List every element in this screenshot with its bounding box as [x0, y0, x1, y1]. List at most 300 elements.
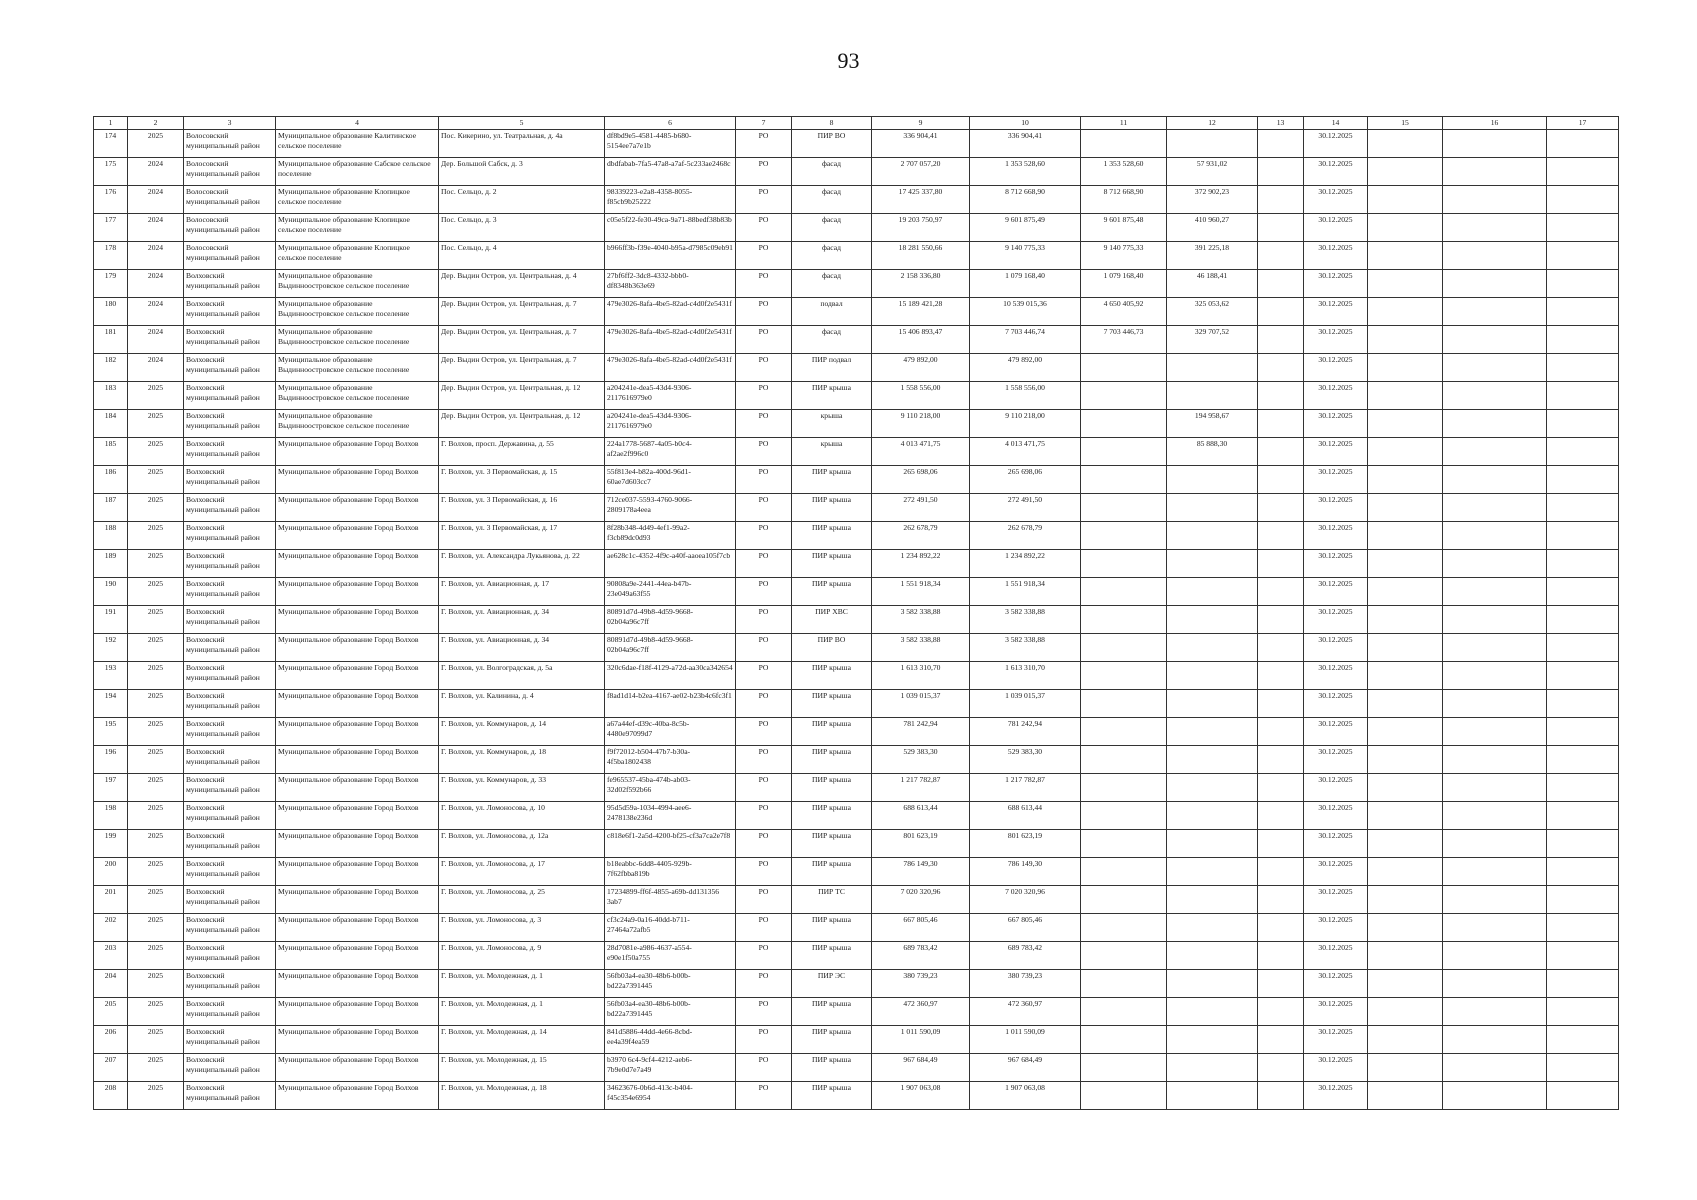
cell-year: 2025	[128, 942, 184, 970]
cell-cost-part-2	[1081, 410, 1167, 438]
cell-cost-part-1: 7 703 446,74	[970, 326, 1081, 354]
column-header: 17	[1547, 117, 1619, 130]
cell-cost-part-3: 391 225,18	[1167, 242, 1258, 270]
cell-year: 2025	[128, 466, 184, 494]
cell-cost-part-3	[1167, 858, 1258, 886]
cell-operator: РО	[736, 410, 792, 438]
table-row	[94, 830, 1619, 858]
cell-deadline-date: 30.12.2025	[1304, 774, 1368, 802]
cell-operator: РО	[736, 578, 792, 606]
cell-year: 2025	[128, 774, 184, 802]
cell-column-15	[1368, 1082, 1443, 1110]
table-row	[94, 802, 1619, 830]
cell-house-guid: 95d5d59a-1034-4994-aee6-2478138e236d	[605, 802, 736, 830]
column-header: 15	[1368, 117, 1443, 130]
cell-cost-part-1: 688 613,44	[970, 802, 1081, 830]
table-row	[94, 774, 1619, 802]
cell-cost-part-3	[1167, 1082, 1258, 1110]
cell-cost-part-2: 1 079 168,40	[1081, 270, 1167, 298]
cell-operator: РО	[736, 242, 792, 270]
cell-deadline-date: 30.12.2025	[1304, 914, 1368, 942]
cell-address: Г. Волхов, ул. Ломоносова, д. 3	[439, 914, 605, 942]
cell-cost-part-2	[1081, 606, 1167, 634]
cell-total-cost: 2 158 336,80	[872, 270, 970, 298]
table-row	[94, 354, 1619, 382]
cell-row-number: 192	[94, 634, 128, 662]
cell-cost-part-3: 410 960,27	[1167, 214, 1258, 242]
cell-work-type: фасад	[792, 326, 872, 354]
cell-year: 2025	[128, 718, 184, 746]
cell-work-type: ПИР крыша	[792, 998, 872, 1026]
cell-row-number: 202	[94, 914, 128, 942]
cell-house-guid: 80891d7d-49b8-4d59-9668-02b04a96c7ff	[605, 606, 736, 634]
cell-cost-part-2	[1081, 914, 1167, 942]
cell-house-guid: 27bf6ff2-3dc8-4332-bbb0-df8348b363e69	[605, 270, 736, 298]
cell-cost-part-3	[1167, 494, 1258, 522]
cell-cost-part-2: 4 650 405,92	[1081, 298, 1167, 326]
cell-row-number: 176	[94, 186, 128, 214]
cell-operator: РО	[736, 326, 792, 354]
cell-address: Г. Волхов, ул. 3 Первомайская, д. 16	[439, 494, 605, 522]
cell-column-15	[1368, 214, 1443, 242]
cell-cost-part-1: 1 613 310,70	[970, 662, 1081, 690]
cell-house-guid: f9f72012-b504-47b7-b30a-4f5ba1802438	[605, 746, 736, 774]
cell-cost-part-2	[1081, 1026, 1167, 1054]
cell-row-number: 189	[94, 550, 128, 578]
cell-municipality: Муниципальное образование Город Волхов	[276, 522, 439, 550]
cell-column-16	[1443, 1054, 1547, 1082]
cell-year: 2024	[128, 298, 184, 326]
cell-column-17	[1547, 606, 1619, 634]
table-row	[94, 242, 1619, 270]
cell-total-cost: 380 739,23	[872, 970, 970, 998]
table-row	[94, 214, 1619, 242]
cell-row-number: 197	[94, 774, 128, 802]
cell-row-number: 183	[94, 382, 128, 410]
column-header: 7	[736, 117, 792, 130]
cell-municipality: Муниципальное образование Город Волхов	[276, 718, 439, 746]
cell-cost-part-3	[1167, 718, 1258, 746]
cell-municipality: Муниципальное образование Город Волхов	[276, 466, 439, 494]
cell-address: Дер. Большой Сабск, д. 3	[439, 158, 605, 186]
cell-work-type: ПИР крыша	[792, 466, 872, 494]
cell-operator: РО	[736, 494, 792, 522]
cell-year: 2025	[128, 998, 184, 1026]
cell-house-guid: 55f813e4-b82a-400d-96d1-60ae7d603cc7	[605, 466, 736, 494]
cell-total-cost: 15 406 893,47	[872, 326, 970, 354]
cell-municipality: Муниципальное образование Город Волхов	[276, 662, 439, 690]
cell-row-number: 193	[94, 662, 128, 690]
cell-column-16	[1443, 382, 1547, 410]
cell-row-number: 207	[94, 1054, 128, 1082]
cell-work-type: ПИР крыша	[792, 494, 872, 522]
cell-column-16	[1443, 942, 1547, 970]
cell-municipality: Муниципальное образование Город Волхов	[276, 970, 439, 998]
cell-cost-part-2	[1081, 1054, 1167, 1082]
cell-year: 2025	[128, 494, 184, 522]
cell-address: Г. Волхов, ул. Ломоносова, д. 9	[439, 942, 605, 970]
cell-column-16	[1443, 662, 1547, 690]
cell-deadline-date: 30.12.2025	[1304, 1082, 1368, 1110]
cell-column-16	[1443, 830, 1547, 858]
cell-column-17	[1547, 242, 1619, 270]
cell-municipality: Муниципальное образование Город Волхов	[276, 914, 439, 942]
cell-column-13	[1258, 270, 1304, 298]
cell-column-15	[1368, 1026, 1443, 1054]
table-row	[94, 270, 1619, 298]
cell-year: 2024	[128, 326, 184, 354]
cell-cost-part-2	[1081, 522, 1167, 550]
cell-row-number: 199	[94, 830, 128, 858]
cell-district: Волховский муниципальный район	[184, 830, 276, 858]
cell-municipality: Муниципальное образование Калитинское сельское поселение	[276, 130, 439, 158]
cell-municipality: Муниципальное образование Город Волхов	[276, 886, 439, 914]
cell-column-17	[1547, 494, 1619, 522]
cell-cost-part-1: 262 678,79	[970, 522, 1081, 550]
cell-year: 2025	[128, 830, 184, 858]
cell-cost-part-1: 272 491,50	[970, 494, 1081, 522]
cell-cost-part-3	[1167, 914, 1258, 942]
cell-column-13	[1258, 830, 1304, 858]
cell-column-13	[1258, 382, 1304, 410]
cell-cost-part-3	[1167, 998, 1258, 1026]
cell-year: 2025	[128, 550, 184, 578]
column-header: 12	[1167, 117, 1258, 130]
cell-column-16	[1443, 158, 1547, 186]
cell-column-15	[1368, 942, 1443, 970]
table-row	[94, 466, 1619, 494]
cell-district: Волховский муниципальный район	[184, 410, 276, 438]
cell-row-number: 186	[94, 466, 128, 494]
cell-deadline-date: 30.12.2025	[1304, 746, 1368, 774]
cell-cost-part-1: 336 904,41	[970, 130, 1081, 158]
cell-row-number: 201	[94, 886, 128, 914]
cell-operator: РО	[736, 438, 792, 466]
cell-cost-part-3	[1167, 522, 1258, 550]
cell-column-15	[1368, 914, 1443, 942]
cell-total-cost: 15 189 421,28	[872, 298, 970, 326]
cell-year: 2025	[128, 858, 184, 886]
cell-column-15	[1368, 858, 1443, 886]
cell-cost-part-3	[1167, 662, 1258, 690]
cell-house-guid: dbdfabab-7fa5-47a8-a7af-5c233ae2468c	[605, 158, 736, 186]
cell-work-type: ПИР крыша	[792, 550, 872, 578]
cell-work-type: ПИР крыша	[792, 1082, 872, 1110]
table-row	[94, 578, 1619, 606]
cell-district: Волховский муниципальный район	[184, 662, 276, 690]
cell-total-cost: 689 783,42	[872, 942, 970, 970]
table-row	[94, 298, 1619, 326]
cell-municipality: Муниципальное образование Клопицкое сельское поселение	[276, 242, 439, 270]
cell-house-guid: 712ce037-5593-4760-9066-2809178a4eea	[605, 494, 736, 522]
cell-column-17	[1547, 1082, 1619, 1110]
cell-operator: РО	[736, 158, 792, 186]
cell-district: Волховский муниципальный район	[184, 578, 276, 606]
cell-work-type: ПИР крыша	[792, 1054, 872, 1082]
cell-deadline-date: 30.12.2025	[1304, 858, 1368, 886]
cell-municipality: Муниципальное образование Выдинноостровское сельское поселение	[276, 382, 439, 410]
cell-row-number: 208	[94, 1082, 128, 1110]
cell-district: Волховский муниципальный район	[184, 858, 276, 886]
cell-cost-part-2	[1081, 662, 1167, 690]
cell-district: Волховский муниципальный район	[184, 1026, 276, 1054]
cell-cost-part-1: 1 217 782,87	[970, 774, 1081, 802]
cell-operator: РО	[736, 858, 792, 886]
cell-house-guid: 320c6dae-f18f-4129-a72d-aa30ca342654	[605, 662, 736, 690]
cell-deadline-date: 30.12.2025	[1304, 522, 1368, 550]
cell-cost-part-2	[1081, 1082, 1167, 1110]
cell-deadline-date: 30.12.2025	[1304, 634, 1368, 662]
cell-operator: РО	[736, 1082, 792, 1110]
column-header: 1	[94, 117, 128, 130]
cell-operator: РО	[736, 690, 792, 718]
cell-address: Г. Волхов, ул. Авиационная, д. 34	[439, 634, 605, 662]
cell-work-type: крыша	[792, 438, 872, 466]
cell-column-15	[1368, 970, 1443, 998]
cell-total-cost: 667 805,46	[872, 914, 970, 942]
cell-house-guid: 90808a9e-2441-44ea-b47b-23e049a63f55	[605, 578, 736, 606]
cell-column-17	[1547, 886, 1619, 914]
cell-column-15	[1368, 410, 1443, 438]
cell-year: 2025	[128, 634, 184, 662]
cell-column-16	[1443, 214, 1547, 242]
table-row	[94, 1054, 1619, 1082]
cell-cost-part-2	[1081, 718, 1167, 746]
cell-total-cost: 688 613,44	[872, 802, 970, 830]
cell-house-guid: a204241e-dea5-43d4-9306-2117616979e0	[605, 382, 736, 410]
cell-operator: РО	[736, 802, 792, 830]
cell-column-17	[1547, 914, 1619, 942]
cell-year: 2024	[128, 186, 184, 214]
cell-address: Г. Волхов, ул. Коммунаров, д. 18	[439, 746, 605, 774]
cell-column-17	[1547, 522, 1619, 550]
cell-column-16	[1443, 886, 1547, 914]
cell-column-16	[1443, 1082, 1547, 1110]
cell-cost-part-3	[1167, 886, 1258, 914]
cell-column-16	[1443, 718, 1547, 746]
cell-cost-part-3: 85 888,30	[1167, 438, 1258, 466]
cell-column-17	[1547, 130, 1619, 158]
cell-district: Волосовский муниципальный район	[184, 242, 276, 270]
cell-row-number: 203	[94, 942, 128, 970]
table-row	[94, 718, 1619, 746]
cell-total-cost: 9 110 218,00	[872, 410, 970, 438]
table-row	[94, 522, 1619, 550]
cell-operator: РО	[736, 774, 792, 802]
cell-deadline-date: 30.12.2025	[1304, 1026, 1368, 1054]
cell-cost-part-1: 8 712 668,90	[970, 186, 1081, 214]
cell-column-17	[1547, 410, 1619, 438]
cell-cost-part-2: 1 353 528,60	[1081, 158, 1167, 186]
cell-column-17	[1547, 382, 1619, 410]
cell-deadline-date: 30.12.2025	[1304, 494, 1368, 522]
cell-column-13	[1258, 214, 1304, 242]
cell-total-cost: 801 623,19	[872, 830, 970, 858]
cell-column-15	[1368, 494, 1443, 522]
cell-address: Г. Волхов, ул. Коммунаров, д. 14	[439, 718, 605, 746]
cell-cost-part-1: 1 234 892,22	[970, 550, 1081, 578]
cell-district: Волховский муниципальный район	[184, 550, 276, 578]
table-row	[94, 1082, 1619, 1110]
cell-year: 2025	[128, 382, 184, 410]
cell-year: 2025	[128, 410, 184, 438]
cell-column-15	[1368, 550, 1443, 578]
column-header: 6	[605, 117, 736, 130]
cell-work-type: фасад	[792, 158, 872, 186]
cell-address: Г. Волхов, ул. Ломоносова, д. 10	[439, 802, 605, 830]
cell-column-15	[1368, 522, 1443, 550]
cell-address: Г. Волхов, просп. Державина, д. 55	[439, 438, 605, 466]
cell-address: Г. Волхов, ул. Молодежная, д. 1	[439, 998, 605, 1026]
cell-municipality: Муниципальное образование Город Волхов	[276, 1026, 439, 1054]
cell-house-guid: 56fb03a4-ea30-48b6-b00b-bd22a7391445	[605, 998, 736, 1026]
cell-column-13	[1258, 186, 1304, 214]
table-row	[94, 662, 1619, 690]
cell-address: Г. Волхов, ул. Волгоградская, д. 5а	[439, 662, 605, 690]
cell-cost-part-3	[1167, 970, 1258, 998]
cell-district: Волховский муниципальный район	[184, 270, 276, 298]
table-row	[94, 942, 1619, 970]
cell-column-16	[1443, 690, 1547, 718]
cell-column-15	[1368, 690, 1443, 718]
cell-house-guid: df8bd9e5-4581-4485-b680-5154ee7a7e1b	[605, 130, 736, 158]
cell-column-13	[1258, 522, 1304, 550]
cell-municipality: Муниципальное образование Город Волхов	[276, 438, 439, 466]
cell-house-guid: b3970 6c4-9cf4-4212-aeb6-7b9e0d7e7a49	[605, 1054, 736, 1082]
column-header: 10	[970, 117, 1081, 130]
cell-cost-part-3	[1167, 802, 1258, 830]
table-row	[94, 914, 1619, 942]
cell-district: Волховский муниципальный район	[184, 942, 276, 970]
cell-year: 2025	[128, 130, 184, 158]
cell-cost-part-3	[1167, 746, 1258, 774]
cell-cost-part-2: 8 712 668,90	[1081, 186, 1167, 214]
cell-row-number: 179	[94, 270, 128, 298]
cell-column-16	[1443, 410, 1547, 438]
cell-deadline-date: 30.12.2025	[1304, 550, 1368, 578]
cell-cost-part-3	[1167, 606, 1258, 634]
cell-cost-part-3: 194 958,67	[1167, 410, 1258, 438]
cell-cost-part-2: 9 601 875,48	[1081, 214, 1167, 242]
cell-cost-part-2	[1081, 382, 1167, 410]
cell-cost-part-1: 781 242,94	[970, 718, 1081, 746]
cell-total-cost: 1 011 590,09	[872, 1026, 970, 1054]
cell-cost-part-2	[1081, 466, 1167, 494]
cell-district: Волховский муниципальный район	[184, 1054, 276, 1082]
cell-cost-part-3	[1167, 578, 1258, 606]
cell-operator: РО	[736, 382, 792, 410]
cell-deadline-date: 30.12.2025	[1304, 438, 1368, 466]
cell-year: 2025	[128, 1082, 184, 1110]
cell-column-15	[1368, 718, 1443, 746]
cell-deadline-date: 30.12.2025	[1304, 606, 1368, 634]
cell-municipality: Муниципальное образование Город Волхов	[276, 858, 439, 886]
table-row	[94, 886, 1619, 914]
cell-column-17	[1547, 438, 1619, 466]
cell-address: Г. Волхов, ул. Ломоносова, д. 17	[439, 858, 605, 886]
cell-work-type: ПИР подвал	[792, 354, 872, 382]
cell-work-type: фасад	[792, 270, 872, 298]
cell-row-number: 174	[94, 130, 128, 158]
cell-work-type: ПИР крыша	[792, 830, 872, 858]
cell-work-type: ПИР ВО	[792, 130, 872, 158]
cell-operator: РО	[736, 746, 792, 774]
cell-address: Г. Волхов, ул. Авиационная, д. 34	[439, 606, 605, 634]
cell-municipality: Муниципальное образование Клопицкое сельское поселение	[276, 186, 439, 214]
cell-year: 2024	[128, 270, 184, 298]
cell-cost-part-2	[1081, 494, 1167, 522]
cell-district: Волховский муниципальный район	[184, 998, 276, 1026]
cell-deadline-date: 30.12.2025	[1304, 886, 1368, 914]
header-row	[94, 117, 1619, 130]
cell-total-cost: 1 558 556,00	[872, 382, 970, 410]
cell-work-type: ПИР крыша	[792, 578, 872, 606]
cell-cost-part-2	[1081, 830, 1167, 858]
cell-municipality: Муниципальное образование Сабское сельское поселение	[276, 158, 439, 186]
table-row	[94, 130, 1619, 158]
cell-house-guid: b966ff3b-f39e-4040-b95a-d7985c09eb91	[605, 242, 736, 270]
cell-operator: РО	[736, 662, 792, 690]
cell-work-type: ПИР крыша	[792, 690, 872, 718]
cell-cost-part-2	[1081, 634, 1167, 662]
cell-column-16	[1443, 998, 1547, 1026]
cell-work-type: ПИР ЭС	[792, 970, 872, 998]
cell-house-guid: a204241e-dea5-43d4-9306-2117616979e0	[605, 410, 736, 438]
cell-municipality: Муниципальное образование Город Волхов	[276, 494, 439, 522]
cell-operator: РО	[736, 186, 792, 214]
cell-row-number: 198	[94, 802, 128, 830]
table-row	[94, 858, 1619, 886]
cell-year: 2025	[128, 914, 184, 942]
cell-deadline-date: 30.12.2025	[1304, 326, 1368, 354]
cell-address: Г. Волхов, ул. Ломоносова, д. 25	[439, 886, 605, 914]
cell-column-15	[1368, 634, 1443, 662]
cell-total-cost: 336 904,41	[872, 130, 970, 158]
cell-address: Г. Волхов, ул. Калинина, д. 4	[439, 690, 605, 718]
cell-column-15	[1368, 438, 1443, 466]
cell-row-number: 191	[94, 606, 128, 634]
cell-cost-part-1: 529 383,30	[970, 746, 1081, 774]
cell-deadline-date: 30.12.2025	[1304, 242, 1368, 270]
cell-column-13	[1258, 998, 1304, 1026]
cell-work-type: ПИР крыша	[792, 914, 872, 942]
column-header: 5	[439, 117, 605, 130]
cell-column-13	[1258, 242, 1304, 270]
cell-cost-part-1: 7 020 320,96	[970, 886, 1081, 914]
cell-column-15	[1368, 158, 1443, 186]
cell-district: Волховский муниципальный район	[184, 718, 276, 746]
cell-cost-part-1: 667 805,46	[970, 914, 1081, 942]
cell-cost-part-3	[1167, 1026, 1258, 1054]
cell-operator: РО	[736, 1026, 792, 1054]
cell-house-guid: 224a1778-5687-4a05-b0c4-af2ae2f996c0	[605, 438, 736, 466]
cell-column-16	[1443, 606, 1547, 634]
cell-cost-part-2	[1081, 550, 1167, 578]
cell-cost-part-2	[1081, 746, 1167, 774]
cell-municipality: Муниципальное образование Город Волхов	[276, 690, 439, 718]
cell-year: 2024	[128, 354, 184, 382]
cell-column-17	[1547, 858, 1619, 886]
cell-operator: РО	[736, 634, 792, 662]
cell-district: Волховский муниципальный район	[184, 774, 276, 802]
cell-work-type: ПИР крыша	[792, 1026, 872, 1054]
table-row	[94, 550, 1619, 578]
cell-column-15	[1368, 130, 1443, 158]
cell-work-type: ПИР крыша	[792, 802, 872, 830]
cell-column-15	[1368, 1054, 1443, 1082]
cell-column-13	[1258, 942, 1304, 970]
cell-district: Волховский муниципальный район	[184, 326, 276, 354]
